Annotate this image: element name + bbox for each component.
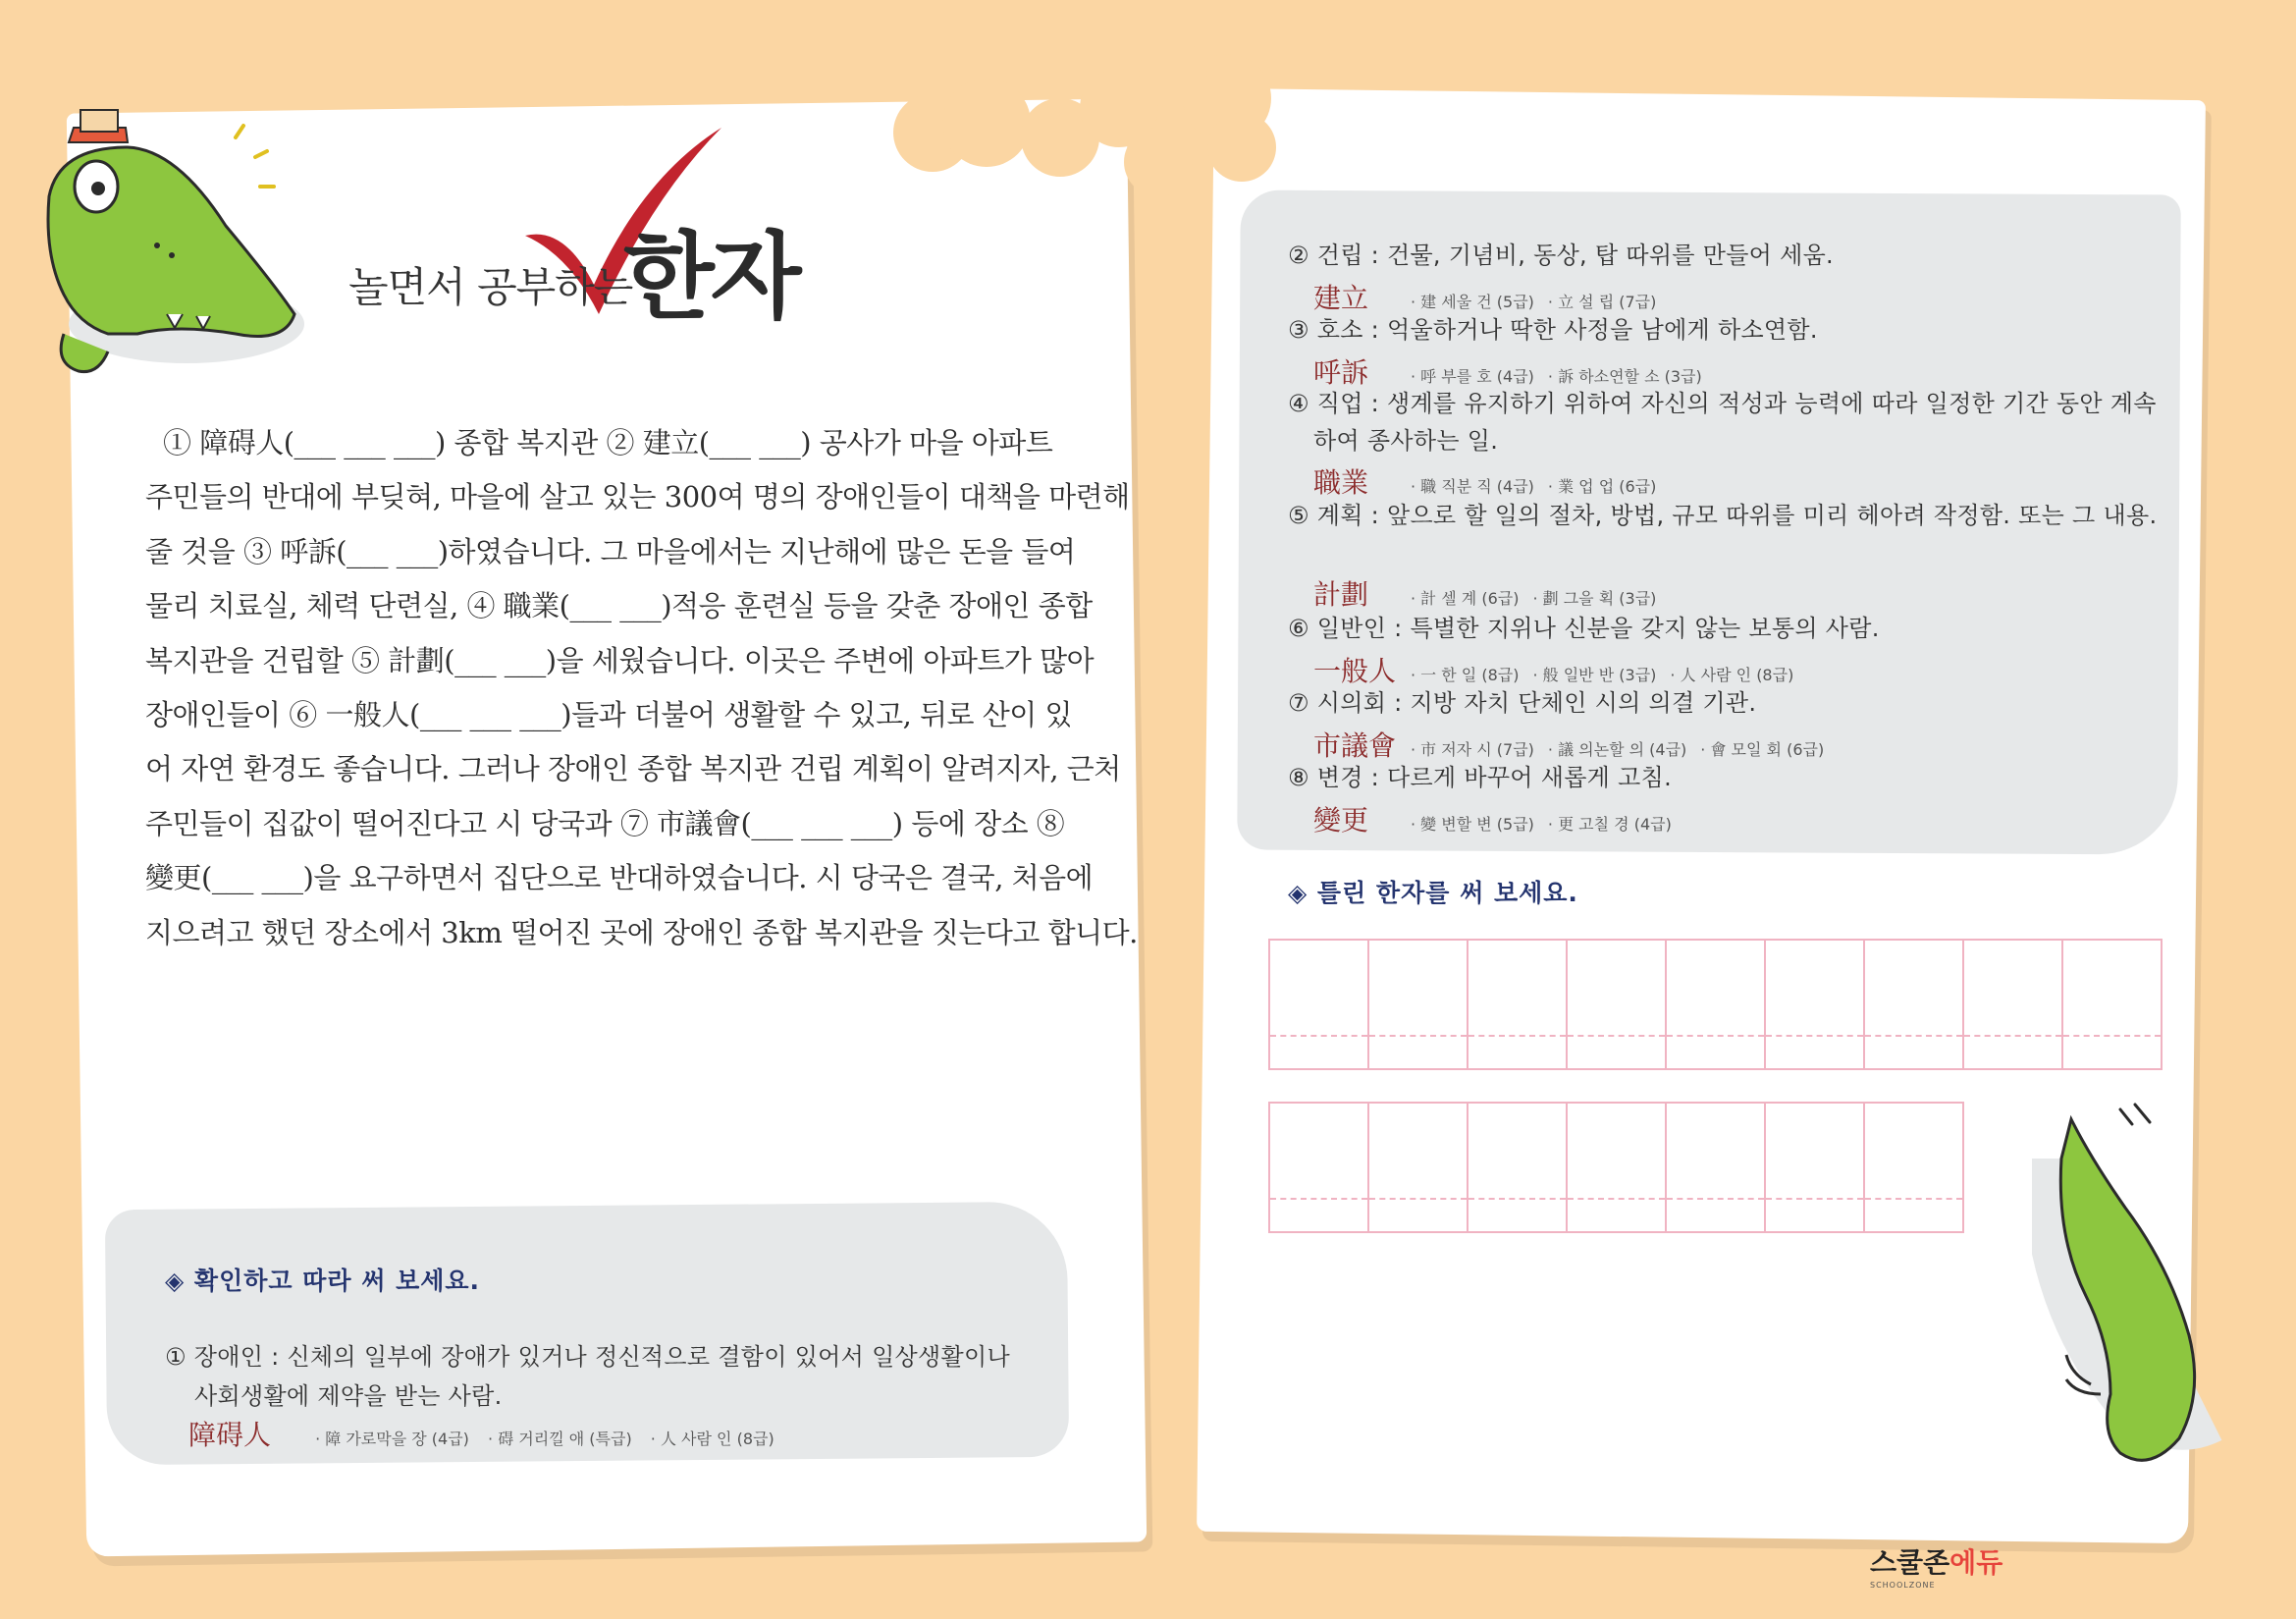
practice-cell[interactable] <box>1270 1104 1369 1231</box>
definition-4: ④ 직업 : 생계를 유지하기 위하여 자신의 적성과 능력에 따라 일정한 기간 동안 계속하여 종사하는 일. <box>1288 390 2157 455</box>
hanja-word: 計劃 <box>1313 578 1369 611</box>
hanja-char: · 人 사람 인 (8급) <box>1670 666 1794 684</box>
hanja-row-8 <box>1313 799 1672 838</box>
dinosaur-tail-illustration <box>2032 1100 2268 1492</box>
passage-line: 지으려고 했던 장소에서 3km 떨어진 곳에 장애인 종합 복지관을 짓는다고 합니다. <box>145 915 1138 949</box>
definition-1: ① 장애인 : 신체의 일부에 장애가 있거나 정신적으로 결함이 있어서 일상생활이나 <box>165 1343 1010 1371</box>
logo-text: 스쿨존 <box>1870 1546 1950 1579</box>
practice-cell[interactable] <box>1468 1104 1568 1231</box>
hanja-char: · 劃 그을 획 (3급) <box>1532 589 1657 608</box>
practice-cell[interactable] <box>1667 1104 1766 1231</box>
hanja-word: 障碍人 <box>188 1419 272 1451</box>
hanja-char: · 障 가로막을 장 (4급) <box>315 1430 469 1448</box>
definition-8: ⑧ 변경 : 다르게 바꾸어 새롭게 고침. <box>1288 764 1672 791</box>
hanja-char: · 建 세울 건 (5급) <box>1411 293 1534 311</box>
definition-3: ③ 호소 : 억울하거나 딱한 사정을 남에게 하소연함. <box>1288 316 1818 344</box>
definition-1-cont: 사회생활에 제약을 받는 사람. <box>194 1382 503 1410</box>
reading-passage <box>145 416 1138 960</box>
practice-cell[interactable] <box>1865 1104 1962 1231</box>
practice-cell[interactable] <box>1964 941 2063 1068</box>
page-title: 한자 <box>623 222 798 332</box>
practice-cell[interactable] <box>1270 941 1369 1068</box>
dinosaur-head-illustration <box>20 88 314 403</box>
practice-cell[interactable] <box>1568 941 1667 1068</box>
hanja-char: · 人 사람 인 (8급) <box>650 1430 774 1448</box>
practice-cell[interactable] <box>1667 941 1766 1068</box>
hanja-char: · 立 설 립 (7급) <box>1547 293 1657 311</box>
practice-grid-row-2[interactable] <box>1268 1102 1964 1233</box>
hanja-char: · 般 일반 반 (3급) <box>1532 666 1657 684</box>
passage-line: 變更(___ ___)을 요구하면서 집단으로 반대하였습니다. 시 당국은 결국, 처음에 <box>145 861 1094 895</box>
hanja-char: · 計 셀 계 (6급) <box>1411 589 1520 608</box>
hanja-word: 市議會 <box>1313 729 1397 762</box>
practice-cell[interactable] <box>1766 1104 1865 1231</box>
hanja-char: · 變 변할 변 (5급) <box>1411 815 1534 834</box>
hanja-char: · 更 고칠 경 (4급) <box>1547 815 1672 834</box>
hanja-word: 職業 <box>1313 466 1369 499</box>
practice-cell[interactable] <box>1369 941 1468 1068</box>
passage-line: ① 障碍人(___ ___ ___) 종합 복지관 ② 建立(___ ___) 공사가 마을 아파트 <box>163 426 1053 459</box>
passage-line: 줄 것을 ③ 呼訴(___ ___)하였습니다. 그 마을에서는 지난해에 많은 돈을 들여 <box>145 534 1076 568</box>
logo-text-accent: 에듀 <box>1949 1546 2003 1579</box>
practice-grid-row-1[interactable] <box>1268 939 2163 1070</box>
practice-cell[interactable] <box>1766 941 1865 1068</box>
hanja-char: · 議 의논할 의 (4급) <box>1547 740 1687 759</box>
definition-6: ⑥ 일반인 : 특별한 지위나 신분을 갖지 않는 보통의 사람. <box>1288 615 1880 642</box>
hanja-word: 建立 <box>1313 282 1369 314</box>
page-subtitle: 놀면서 공부하는 <box>348 263 633 311</box>
hanja-row-4 <box>1313 461 1656 501</box>
hanja-char: · 呼 부를 호 (4급) <box>1411 367 1534 386</box>
passage-line: 주민들이 집값이 떨어진다고 시 당국과 ⑦ 市議會(___ ___ ___) 등에 장소 ⑧ <box>145 806 1065 840</box>
practice-cell[interactable] <box>1369 1104 1468 1231</box>
passage-line: 어 자연 환경도 좋습니다. 그러나 장애인 종합 복지관 건립 계획이 알려지자, 근처 <box>145 752 1121 786</box>
hanja-char: · 會 모일 회 (6급) <box>1700 740 1825 759</box>
hanja-char: · 訴 하소연할 소 (3급) <box>1547 367 1702 386</box>
hanja-char: · 市 저자 시 (7급) <box>1411 740 1534 759</box>
hanja-char: · 業 업 업 (6급) <box>1547 477 1657 496</box>
practice-cell[interactable] <box>1468 941 1568 1068</box>
passage-line: 복지관을 건립할 ⑤ 計劃(___ ___)을 세웠습니다. 이곳은 주변에 아파트가 많아 <box>145 643 1095 677</box>
passage-line: 물리 치료실, 체력 단련실, ④ 職業(___ ___)적응 훈련실 등을 갖춘 장애인 종합 <box>145 589 1093 623</box>
confirm-heading: ◈ 확인하고 따라 써 보세요. <box>165 1267 481 1295</box>
passage-line: 장애인들이 ⑥ 一般人(___ ___ ___)들과 더불어 생활할 수 있고, 뒤로 산이 있 <box>145 698 1073 732</box>
definition-5: ⑤ 계획 : 앞으로 할 일의 절차, 방법, 규모 따위를 미리 헤아려 작정함. 또는 그 내용. <box>1288 502 2158 529</box>
hanja-char: · 一 한 일 (8급) <box>1411 666 1520 684</box>
brand-logo <box>1870 1541 2002 1590</box>
hanja-word: 一般人 <box>1313 655 1397 687</box>
passage-line: 주민들의 반대에 부딪혀, 마을에 살고 있는 300여 명의 장애인들이 대책을 마련해 <box>145 480 1130 514</box>
hanja-word: 呼訴 <box>1313 356 1369 389</box>
practice-heading: ◈ 틀린 한자를 써 보세요. <box>1288 879 1578 907</box>
hanja-row-5 <box>1313 573 1656 613</box>
title-area <box>348 118 859 344</box>
hanja-row-1 <box>188 1414 774 1453</box>
hanja-char: · 職 직분 직 (4급) <box>1411 477 1534 496</box>
practice-cell[interactable] <box>2063 941 2161 1068</box>
practice-cell[interactable] <box>1865 941 1964 1068</box>
definition-2: ② 건립 : 건물, 기념비, 동상, 탑 따위를 만들어 세움. <box>1288 242 1834 269</box>
hanja-char: · 碍 거리낄 애 (특급) <box>488 1430 632 1448</box>
logo-subtext: SCHOOLZONE <box>1870 1581 1936 1590</box>
practice-cell[interactable] <box>1568 1104 1667 1231</box>
definition-7: ⑦ 시의회 : 지방 자치 단체인 시의 의결 기관. <box>1288 689 1757 717</box>
hanja-word: 變更 <box>1313 804 1369 836</box>
